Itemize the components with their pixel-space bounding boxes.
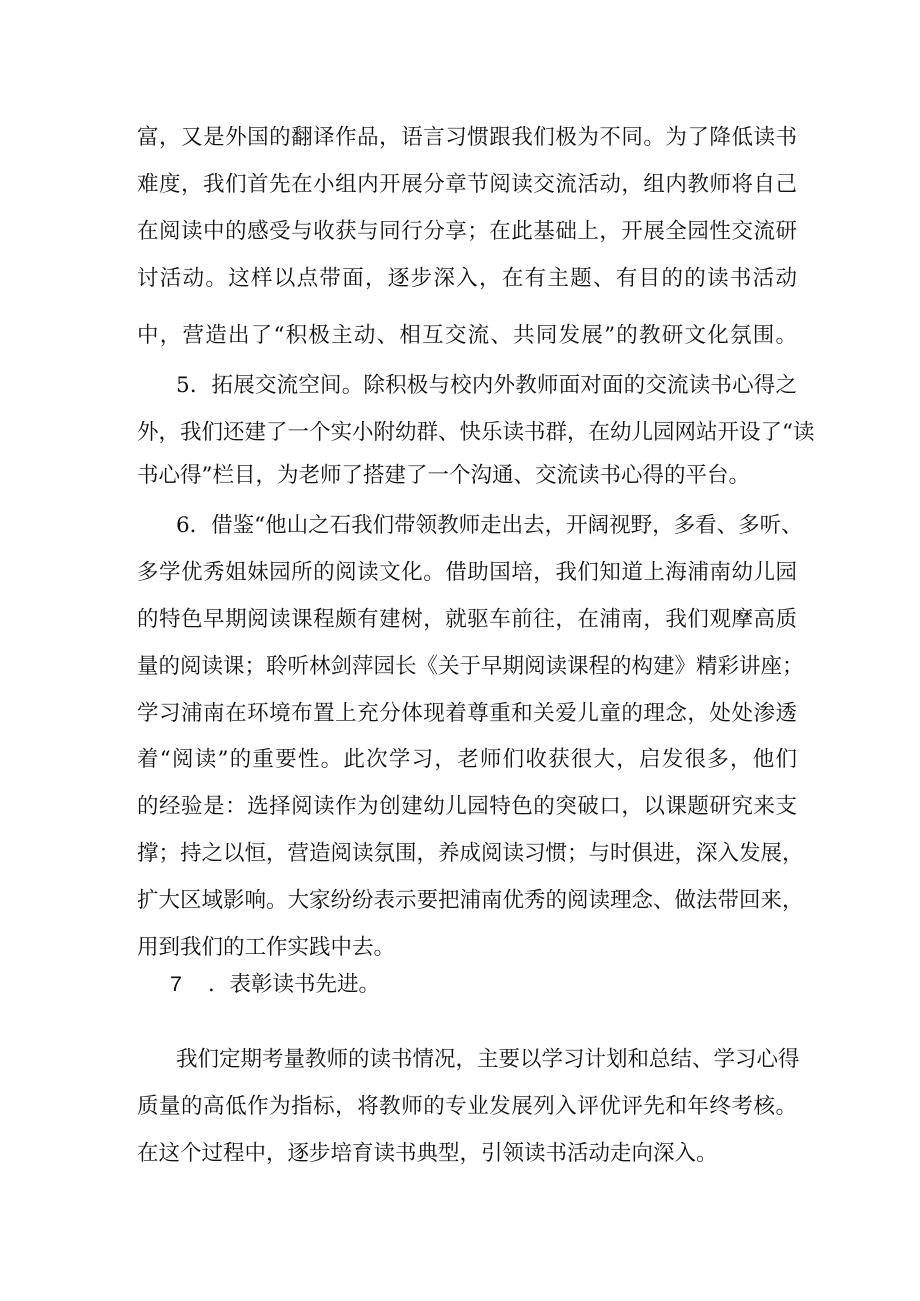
paragraph-line: 学习浦南在环境布置上充分体现着尊重和关爱儿童的理念，处处渗透: [137, 701, 797, 726]
paragraph-line: 量的阅读课；聆听林剑萍园长《关于早期阅读课程的构建》精彩讲座；: [137, 654, 804, 679]
paragraph-line: 外，我们还建了一个实小附幼群、快乐读书群，在幼儿园网站开设了“读: [137, 420, 815, 445]
paragraph-line: 用到我们的工作实践中去。: [137, 935, 396, 960]
paragraph-line: 讨活动。这样以点带面，逐步深入，在有主题、有目的的读书活动: [137, 266, 797, 291]
paragraph-line: 扩大区域影响。大家纷纷表示要把浦南优秀的阅读理念、做法带回来，: [137, 888, 804, 913]
paragraph-line: 的经验是：选择阅读作为创建幼儿园特色的突破口，以课题研究来支: [137, 794, 797, 819]
paragraph-line: 难度，我们首先在小组内开展分章节阅读交流活动，组内教师将自己: [137, 172, 797, 197]
paragraph-line: 富，又是外国的翻译作品，语言习惯跟我们极为不同。为了降低读书: [137, 125, 797, 150]
paragraph-line: 的特色早期阅读课程颇有建树，就驱车前往，在浦南，我们观摩高质: [137, 607, 797, 632]
paragraph-line: 中，营造出了“积极主动、相互交流、共同发展”的教研文化氛围。: [137, 323, 797, 348]
item-7-heading: [170, 964, 380, 1004]
item-5-line: 5．拓展交流空间。除积极与校内外教师面对面的交流读书心得之: [176, 373, 797, 398]
paragraph-line: 在阅读中的感受与收获与同行分享；在此基础上，开展全园性交流研: [137, 219, 797, 244]
closing-line: 质量的高低作为指标，将教师的专业发展列入评优评先和年终考核。: [137, 1094, 797, 1119]
paragraph-line: 着“阅读”的重要性。此次学习，老师们收获很大，启发很多，他们: [137, 747, 797, 772]
paragraph-line: 书心得”栏目，为老师了搭建了一个沟通、交流读书心得的平台。: [137, 463, 750, 488]
item-7-text: ．表彰读书先进。: [208, 972, 381, 997]
paragraph-line: 撑；持之以恒，营造阅读氛围，养成阅读习惯；与时俱进，深入发展，: [137, 841, 804, 866]
item-6-line: 6．借鉴“他山之石我们带领教师走出去，开阔视野，多看、多听、: [176, 513, 803, 538]
closing-line: 我们定期考量教师的读书情况，主要以学习计划和总结、学习心得: [176, 1047, 800, 1072]
paragraph-line: 多学优秀姐妹园所的阅读文化。借助国培，我们知道上海浦南幼儿园: [137, 560, 797, 585]
closing-line: 在这个过程中，逐步培育读书典型，引领读书活动走向深入。: [137, 1141, 718, 1166]
item-7-number: 7: [170, 972, 182, 996]
